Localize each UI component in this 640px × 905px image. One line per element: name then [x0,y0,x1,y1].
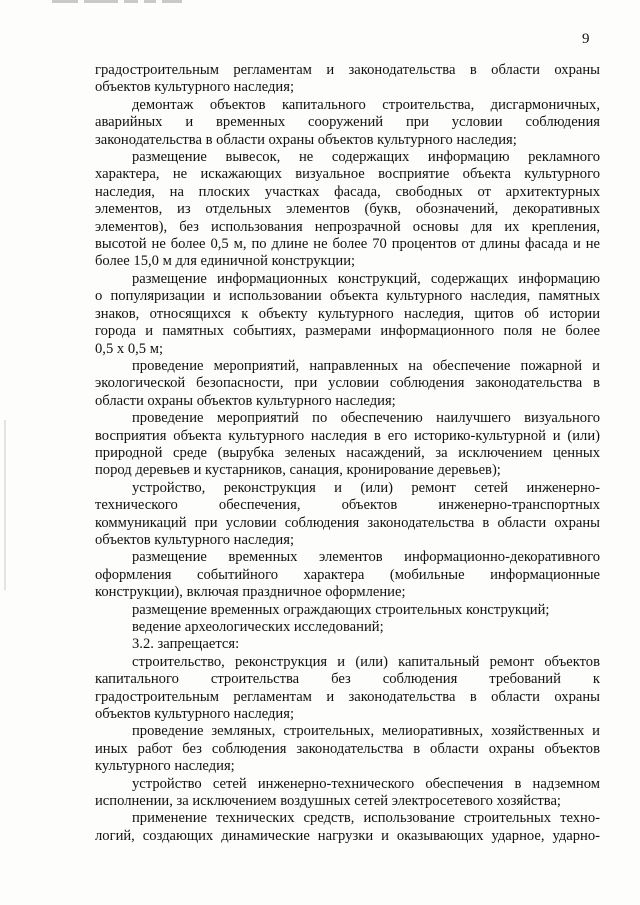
text-line: демонтаж объектов капитального строительства, дисгармоничных, [132,96,600,113]
paragraph [95,810,600,845]
page-number: 9 [582,31,590,47]
text-line: объектов культурного наследия; [95,531,295,548]
paragraph [95,723,600,775]
text-line: восприятия объекта культурного наследия в его историко-культурной и (или) [95,427,600,444]
text-line: элементов, из отдельных элементов (букв, обозначений, декоративных [95,201,600,218]
text-line: характера, не искажающих визуальное восприятие объекта культурного [95,166,600,183]
text-line: аварийных и временных сооружений при условии соблюдения [95,114,600,131]
text-line: наследия, на плоских участках фасада, свободных от архитектурных [95,183,600,200]
text-line: 0,5 х 0,5 м; [95,340,164,357]
paragraph [95,358,600,410]
text-line: культурного наследия; [95,758,235,775]
text-line: проведение мероприятий по обеспечению наилучшего визуального [132,410,600,427]
paragraph [95,149,600,271]
document-body [95,62,600,845]
text-line: размещение временных элементов информационно-декоративного [132,549,600,566]
text-line: технического обеспечения, объектов инженерно-транспортных [95,497,600,514]
scan-artifact-top [52,0,192,4]
text-line: экологической безопасности, при условии соблюдения законодательства в [95,375,600,392]
paragraph [95,636,600,653]
text-line: конструкции), включая праздничное оформление; [95,584,406,601]
text-line: города и памятных событиях, размерами информационного поля не более [95,323,600,340]
text-line: объектов культурного наследия; [95,706,295,723]
text-line: строительство, реконструкция и (или) капитальный ремонт объектов [132,653,600,670]
text-line: логий, создающих динамические нагрузки и оказывающих ударное, ударно- [95,827,600,844]
text-line: объектов культурного наследия; [95,79,295,96]
text-line: проведение земляных, строительных, мелиоративных, хозяйственных и [132,723,600,740]
paragraph [95,654,600,724]
paragraph [95,480,600,550]
text-line: знаков, относящихся к объекту культурного наследия, щитов об истории [95,305,600,322]
text-line: устройство, реконструкция и (или) ремонт сетей инженерно- [132,479,600,496]
text-line: более 15,0 м для единичной конструкции; [95,253,356,270]
text-line: устройство сетей инженерно-технического обеспечения в надземном [132,775,600,792]
text-line: проведение мероприятий, направленных на обеспечение пожарной и [132,357,600,374]
text-line: о популяризации и использовании объекта культурного наследия, памятных [95,288,600,305]
text-line: области охраны объектов культурного наследия; [95,392,396,409]
paragraph [95,410,600,480]
text-line: элементов), без использования непрозрачной основы для их крепления, [95,218,600,235]
text-line: пород деревьев и кустарников, санация, кронирование деревьев); [95,462,501,479]
text-line: законодательства в области охраны объектов культурного наследия; [95,131,517,148]
text-line: размещение временных ограждающих строительных конструкций; [132,601,550,618]
text-line: градостроительным регламентам и законодательства в области охраны [95,62,600,78]
paragraph [95,97,600,149]
paragraph [95,619,600,636]
text-line: 3.2. запрещается: [132,636,240,653]
scan-artifact-left [4,420,6,590]
text-line: оформления событийного характера (мобильные информационные [95,566,600,583]
text-line: иных работ без соблюдения законодательства в области охраны объектов [95,740,600,757]
text-line: высотой не более 0,5 м, по длине не более 70 процентов от длины фасада и не [95,236,600,253]
text-line: размещение информационных конструкций, содержащих информацию [132,270,600,287]
paragraph [95,62,600,97]
text-line: коммуникаций при условии соблюдения законодательства в области охраны [95,514,600,531]
paragraph [95,602,600,619]
text-line: градостроительным регламентам и законодательства в области охраны [95,688,600,705]
text-line: размещение вывесок, не содержащих информацию рекламного [132,149,600,166]
paragraph [95,549,600,601]
text-line: природной среде (вырубка зеленых насаждений, за исключением ценных [95,444,600,461]
text-line: исполнении, за исключением воздушных сетей электросетевого хозяйства; [95,793,561,810]
text-line: ведение археологических исследований; [132,619,384,635]
text-line: капитального строительства без соблюдения требований к [95,671,600,688]
paragraph [95,776,600,811]
paragraph [95,271,600,358]
text-line: применение технических средств, использование строительных техно- [132,810,600,827]
